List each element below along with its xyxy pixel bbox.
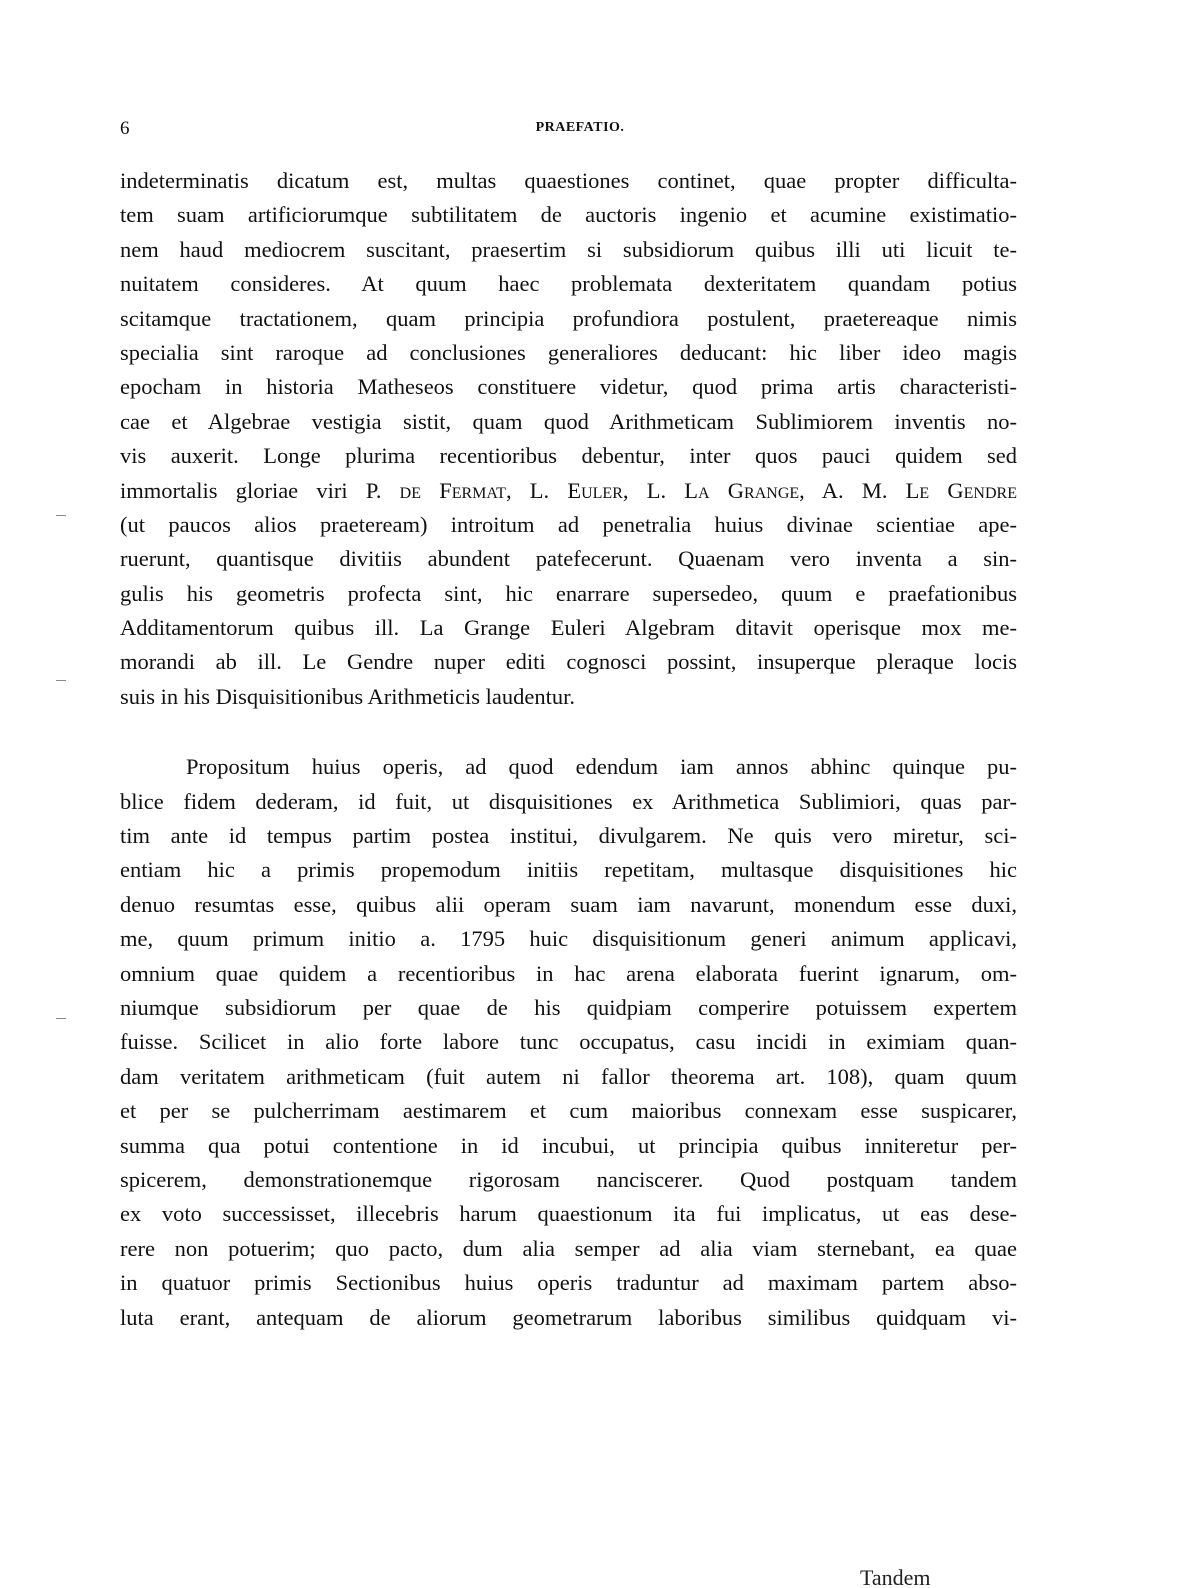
text-line: indeterminatis dicatum est, multas quaestiones continet, quae propter difficulta-: [120, 168, 1017, 193]
text-line: Additamentorum quibus ill. La Grange Euleri Algebram ditavit operisque mox me-: [120, 615, 1017, 641]
catchword: Tandem: [860, 1565, 931, 1588]
text-line: specialia sint raroque ad conclusiones generaliores deducant: hic liber ideo magis: [120, 339, 1017, 365]
name-la-grange: La Grange: [684, 477, 800, 503]
text-line: suis in his Disquisitionibus Arithmeticis laudentur.: [120, 683, 576, 709]
text-line: me, quum primum initio a. 1795 huic disquisitionum generi animum applicavi,: [120, 926, 1017, 952]
body-text: [120, 164, 1017, 1335]
page-number: 6: [120, 118, 130, 139]
running-head: [120, 118, 1040, 142]
margin-mark: [56, 1018, 66, 1019]
name-initials: P.: [365, 477, 400, 503]
text-line: nem haud mediocrem suscitant, praesertim si subsidiorum quibus illi uti licuit te-: [120, 236, 1017, 262]
text-line: nuitatem consideres. At quum haec problemata dexteritatem quandam potius: [120, 271, 1017, 297]
text-line: dam veritatem arithmeticam (fuit autem ni fallor theorema art. 108), quam quum: [120, 1063, 1017, 1089]
running-head-title: PRAEFATIO.: [535, 120, 625, 135]
text-line: Propositum huius operis, ad quod edendum iam annos abhinc quinque pu-: [186, 754, 1017, 780]
text-line: ex voto successisset, illecebris harum quaestionum ita fui implicatus, ut eas dese-: [120, 1201, 1017, 1227]
text-line: in quatuor primis Sectionibus huius operis traduntur ad maximam partem abso-: [120, 1270, 1017, 1296]
text-line: entiam hic a primis propemodum initiis repetitam, multasque disquisitiones hic: [120, 857, 1017, 883]
text-line: tim ante id tempus partim postea institui, divulgarem. Ne quis vero miretur, sci-: [120, 823, 1017, 849]
text-line: tem suam artificiorumque subtilitatem de auctoris ingenio et acumine existimatio-: [120, 202, 1017, 228]
text-line: gulis his geometris profecta sint, hic enarrare supersedeo, quum e praefationibus: [120, 580, 1017, 606]
text-line: epocham in historia Matheseos constituere videtur, quod prima artis characteristi-: [120, 374, 1017, 400]
text-line: (ut paucos alios praeteream) introitum ad penetralia huius divinae scientiae ape-: [120, 511, 1017, 537]
margin-mark: [56, 515, 66, 516]
text-line: ruerunt, quantisque divitiis abundent patefecerunt. Quaenam vero inventa a sin-: [120, 546, 1017, 572]
name-initials: L.: [529, 477, 568, 503]
text-line: blice fidem dederam, id fuit, ut disquisitiones ex Arithmetica Sublimiori, quas par-: [120, 788, 1017, 814]
name-le-gendre: Le Gendre: [905, 477, 1017, 503]
name-initials: A. M.: [821, 477, 906, 503]
text-line: scitamque tractationem, quam principia profundiora postulent, praetereaque nimis: [120, 305, 1017, 331]
text-line: fuisse. Scilicet in alio forte labore tunc occupatus, casu incidi in eximiam quan-: [120, 1029, 1017, 1055]
text-line: luta erant, antequam de aliorum geometrarum laboribus similibus quidquam vi-: [120, 1304, 1017, 1330]
name-euler: Euler: [567, 477, 623, 503]
text-line: niumque subsidiorum per quae de his quidpiam comperire potuissem expertem: [120, 994, 1017, 1020]
name-separator: ,: [505, 477, 530, 503]
text-line: denuo resumtas esse, quibus alii operam suam iam navarunt, monendum esse duxi,: [120, 891, 1017, 917]
names-prefix: immortalis gloriae viri: [120, 477, 366, 503]
text-line: vis auxerit. Longe plurima recentioribus debentur, inter quos pauci quidem sed: [120, 443, 1017, 469]
text-line: spicerem, demonstrationemque rigorosam nanciscerer. Quod postquam tandem: [120, 1166, 1017, 1192]
text-line: morandi ab ill. Le Gendre nuper editi cognosci possint, insuperque pleraque locis: [120, 649, 1017, 675]
paragraph-1: [120, 164, 1017, 714]
text-line: omnium quae quidem a recentioribus in hac arena elaborata fuerint ignarum, om-: [120, 960, 1017, 986]
paragraph-gap: [120, 714, 1017, 750]
text-line-names: [120, 474, 1017, 508]
margin-mark: [56, 680, 66, 681]
text-line: cae et Algebrae vestigia sistit, quam quod Arithmeticam Sublimiorem inventis no-: [120, 408, 1017, 434]
name-fermat: de Fermat: [399, 477, 506, 503]
name-separator: ,: [799, 477, 822, 503]
name-separator: ,: [622, 477, 647, 503]
text-line: summa qua potui contentione in id incubui, ut principia quibus inniteretur per-: [120, 1132, 1017, 1158]
text-line: et per se pulcherrimam aestimarem et cum maioribus connexam esse suspicarer,: [120, 1098, 1017, 1124]
text-line: rere non potuerim; quo pacto, dum alia semper ad alia viam sternebant, ea quae: [120, 1235, 1017, 1261]
paragraph-2: [120, 750, 1017, 1335]
name-initials: L.: [646, 477, 685, 503]
